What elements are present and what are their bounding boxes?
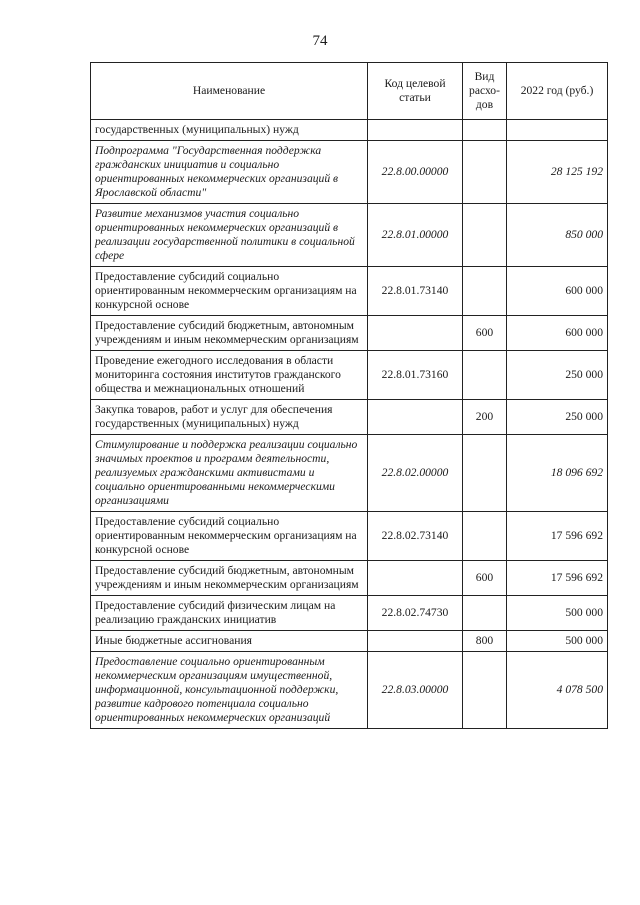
cell-type [463,141,507,204]
cell-name: Стимулирование и поддержка реализации социально значимых проектов и программ деятельности, реализуемых гражданскими активистами и социально ориентированными некоммерческими организациями [91,435,368,512]
cell-type [463,512,507,561]
cell-type [463,351,507,400]
table-row [91,316,608,351]
budget-table [90,62,608,729]
cell-code: 22.8.03.00000 [368,652,463,729]
table-row [91,631,608,652]
cell-name: Предоставление субсидий бюджетным, автономным учреждениям и иным некоммерческим организациям [91,316,368,351]
header-code: Код целевой статьи [368,63,463,120]
cell-type [463,204,507,267]
cell-name: Развитие механизмов участия социально ориентированных некоммерческих организаций в реализации государственной политики в социальной сфере [91,204,368,267]
cell-sum: 250 000 [507,351,608,400]
header-type: Вид расхо-дов [463,63,507,120]
cell-code: 22.8.00.00000 [368,141,463,204]
cell-type [463,435,507,512]
cell-type [463,267,507,316]
cell-name: Предоставление социально ориентированным некоммерческим организациям имущественной, информационной, консультационной поддержки, развитие кадрового потенциала социально ориентированных некоммерческих организаций [91,652,368,729]
cell-code [368,631,463,652]
cell-name: Подпрограмма "Государственная поддержка гражданских инициатив и социально ориентированных некоммерческих организаций в Ярославской области" [91,141,368,204]
cell-type [463,596,507,631]
header-sum: 2022 год (руб.) [507,63,608,120]
cell-code: 22.8.02.00000 [368,435,463,512]
table-row [91,204,608,267]
cell-code: 22.8.01.00000 [368,204,463,267]
cell-sum: 600 000 [507,316,608,351]
cell-sum: 850 000 [507,204,608,267]
table-body [91,120,608,729]
cell-name: Предоставление субсидий социально ориентированным некоммерческим организациям на конкурсной основе [91,267,368,316]
page-number: 74 [312,33,328,49]
cell-code: 22.8.02.73140 [368,512,463,561]
table-row [91,400,608,435]
cell-type [463,120,507,141]
table-row [91,351,608,400]
cell-sum: 500 000 [507,631,608,652]
table-row [91,435,608,512]
cell-sum: 4 078 500 [507,652,608,729]
cell-sum: 250 000 [507,400,608,435]
table-row [91,652,608,729]
table-row [91,141,608,204]
cell-code [368,400,463,435]
cell-type: 600 [463,561,507,596]
cell-code: 22.8.02.74730 [368,596,463,631]
cell-code: 22.8.01.73160 [368,351,463,400]
cell-code [368,561,463,596]
cell-sum: 18 096 692 [507,435,608,512]
cell-name: Иные бюджетные ассигнования [91,631,368,652]
cell-sum: 28 125 192 [507,141,608,204]
header-name: Наименование [91,63,368,120]
cell-type: 200 [463,400,507,435]
cell-sum [507,120,608,141]
cell-code [368,120,463,141]
table-header-row [91,63,608,120]
cell-code [368,316,463,351]
cell-name: Предоставление субсидий физическим лицам на реализацию гражданских инициатив [91,596,368,631]
cell-name: Предоставление субсидий бюджетным, автономным учреждениям и иным некоммерческим организациям [91,561,368,596]
cell-sum: 17 596 692 [507,561,608,596]
cell-sum: 17 596 692 [507,512,608,561]
cell-sum: 500 000 [507,596,608,631]
cell-name: государственных (муниципальных) нужд [91,120,368,141]
cell-sum: 600 000 [507,267,608,316]
cell-name: Проведение ежегодного исследования в области мониторинга состояния институтов гражданского общества и межнациональных отношений [91,351,368,400]
table-row [91,267,608,316]
cell-type: 800 [463,631,507,652]
table-row [91,120,608,141]
table-row [91,512,608,561]
table-row [91,561,608,596]
cell-code: 22.8.01.73140 [368,267,463,316]
cell-name: Предоставление субсидий социально ориентированным некоммерческим организациям на конкурсной основе [91,512,368,561]
table-row [91,596,608,631]
cell-type [463,652,507,729]
cell-type: 600 [463,316,507,351]
cell-name: Закупка товаров, работ и услуг для обеспечения государственных (муниципальных) нужд [91,400,368,435]
